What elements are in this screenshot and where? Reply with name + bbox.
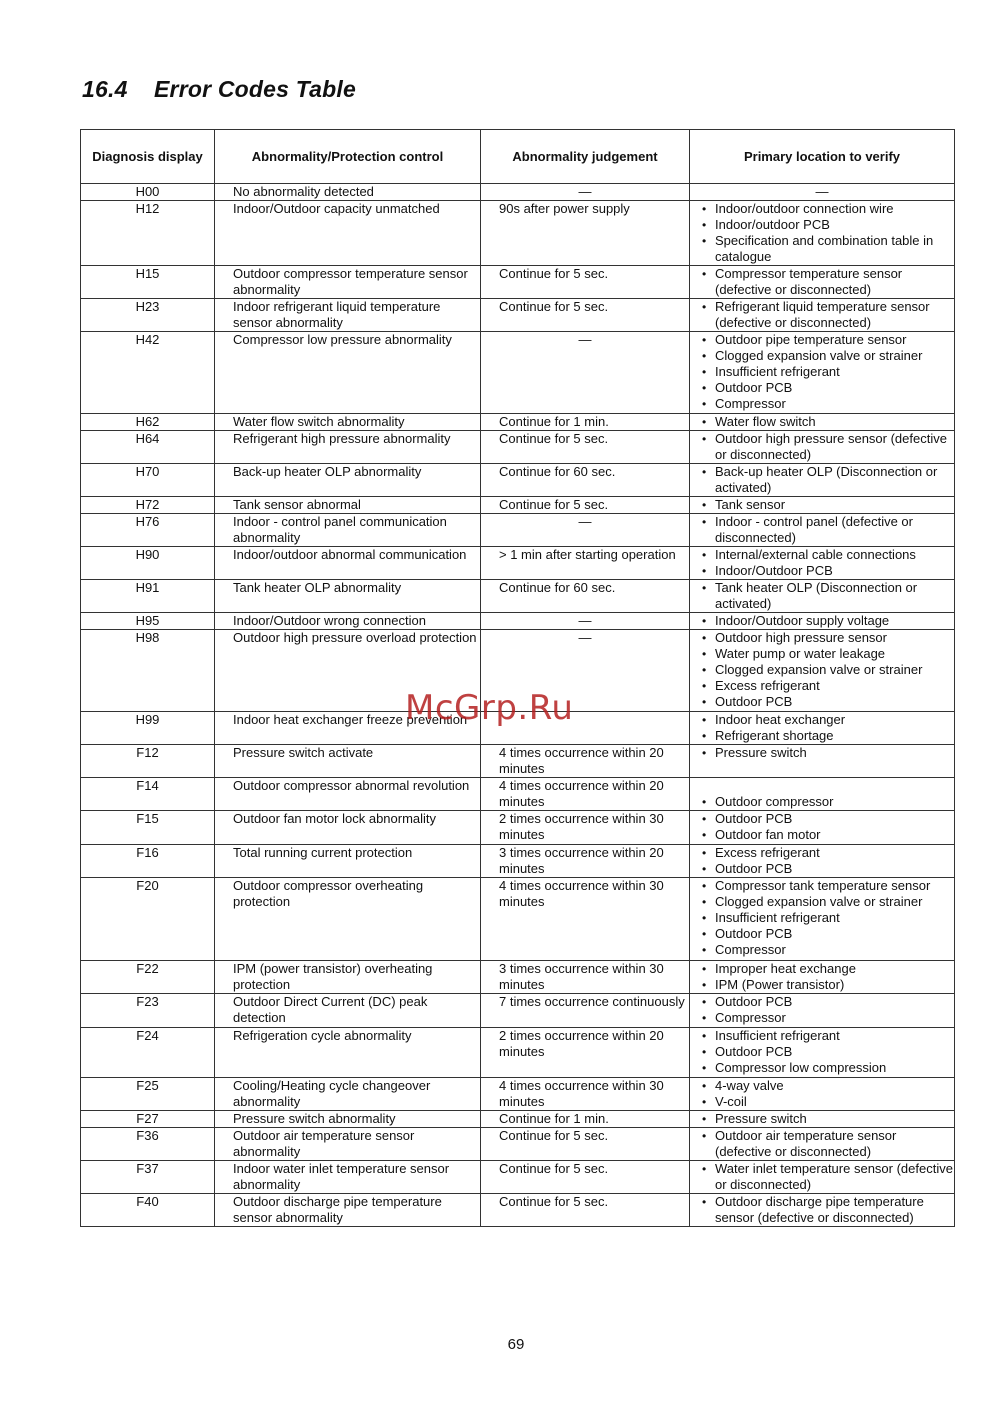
table-row: [81, 514, 955, 547]
abnormality-judgement: 2 times occurrence within 30 minutes: [481, 811, 690, 845]
abnormality-description: Indoor water inlet temperature sensor abnormality: [215, 1161, 481, 1194]
location-item: • V-coil: [690, 1094, 954, 1110]
table-row: [81, 201, 955, 266]
location-item: • Indoor/Outdoor supply voltage: [690, 613, 954, 629]
diagnosis-code: F20: [81, 878, 215, 961]
location-list: [690, 1161, 954, 1193]
abnormality-judgement: —: [481, 514, 690, 547]
abnormality-judgement: 3 times occurrence within 30 minutes: [481, 961, 690, 994]
table-row: [81, 1111, 955, 1128]
abnormality-description: Cooling/Heating cycle changeover abnormality: [215, 1078, 481, 1111]
primary-location-cell: [690, 745, 955, 778]
table-row: [81, 464, 955, 497]
location-item: • Outdoor PCB: [690, 380, 954, 396]
location-item: • Outdoor PCB: [690, 926, 954, 942]
table-header-row: [81, 130, 955, 184]
table-row: [81, 878, 955, 961]
abnormality-description: Tank sensor abnormal: [215, 497, 481, 514]
location-item: • Clogged expansion valve or strainer: [690, 894, 954, 910]
abnormality-judgement: Continue for 5 sec.: [481, 431, 690, 464]
location-list: [690, 845, 954, 877]
location-item: • Pressure switch: [690, 745, 954, 761]
table-row: [81, 414, 955, 431]
primary-location-cell: [690, 630, 955, 712]
diagnosis-code: F16: [81, 845, 215, 878]
location-list: [690, 1111, 954, 1127]
table-row: [81, 1028, 955, 1078]
primary-location-cell: [690, 778, 955, 811]
abnormality-judgement: 4 times occurrence within 30 minutes: [481, 1078, 690, 1111]
location-list: [690, 778, 954, 810]
abnormality-judgement: > 1 min after starting operation: [481, 547, 690, 580]
location-item: • Insufficient refrigerant: [690, 1028, 954, 1044]
table-row: [81, 1078, 955, 1111]
abnormality-judgement: 7 times occurrence continuously: [481, 994, 690, 1028]
location-item: • Clogged expansion valve or strainer: [690, 662, 954, 678]
abnormality-judgement: —: [481, 184, 690, 201]
abnormality-description: Indoor/outdoor abnormal communication: [215, 547, 481, 580]
abnormality-description: No abnormality detected: [215, 184, 481, 201]
primary-location-cell: [690, 497, 955, 514]
abnormality-judgement: 4 times occurrence within 30 minutes: [481, 878, 690, 961]
location-item: • Compressor low compression: [690, 1060, 954, 1076]
primary-location-cell: [690, 414, 955, 431]
abnormality-judgement: 2 times occurrence within 20 minutes: [481, 1028, 690, 1078]
abnormality-description: Outdoor compressor overheating protection: [215, 878, 481, 961]
location-list: [690, 712, 954, 744]
abnormality-description: Refrigerant high pressure abnormality: [215, 431, 481, 464]
location-item: • Clogged expansion valve or strainer: [690, 348, 954, 364]
primary-location-cell: [690, 994, 955, 1028]
location-item: • IPM (Power transistor): [690, 977, 954, 993]
primary-location-cell: [690, 1111, 955, 1128]
primary-location-cell: [690, 712, 955, 745]
column-header: Primary location to verify: [690, 130, 955, 184]
abnormality-description: Outdoor compressor temperature sensor abnormality: [215, 266, 481, 299]
abnormality-judgement: Continue for 5 sec.: [481, 1128, 690, 1161]
location-item: • Outdoor high pressure sensor: [690, 630, 954, 646]
abnormality-judgement: Continue for 5 sec.: [481, 497, 690, 514]
primary-location-cell: [690, 1161, 955, 1194]
diagnosis-code: F37: [81, 1161, 215, 1194]
diagnosis-code: H62: [81, 414, 215, 431]
location-item: • Water pump or water leakage: [690, 646, 954, 662]
location-list: [690, 811, 954, 843]
location-list: [690, 1128, 954, 1160]
location-item: • Insufficient refrigerant: [690, 910, 954, 926]
primary-location-cell: [690, 1128, 955, 1161]
location-item: • Indoor/Outdoor PCB: [690, 563, 954, 579]
diagnosis-code: F24: [81, 1028, 215, 1078]
table-row: [81, 1128, 955, 1161]
primary-location-cell: [690, 878, 955, 961]
location-item: • Outdoor PCB: [690, 861, 954, 877]
diagnosis-code: H90: [81, 547, 215, 580]
abnormality-judgement: Continue for 5 sec.: [481, 1161, 690, 1194]
location-item: • Outdoor PCB: [690, 694, 954, 710]
primary-location-cell: [690, 514, 955, 547]
section-title: Error Codes Table: [154, 76, 356, 102]
location-item: • Water flow switch: [690, 414, 954, 430]
location-item: • Indoor/outdoor PCB: [690, 217, 954, 233]
location-item: • Outdoor PCB: [690, 1044, 954, 1060]
diagnosis-code: F27: [81, 1111, 215, 1128]
location-item: • Outdoor pipe temperature sensor: [690, 332, 954, 348]
primary-location-cell: [690, 845, 955, 878]
abnormality-description: Refrigeration cycle abnormality: [215, 1028, 481, 1078]
abnormality-description: Compressor low pressure abnormality: [215, 332, 481, 414]
location-list: [690, 994, 954, 1026]
location-item: • Compressor: [690, 942, 954, 958]
page-title: [82, 76, 356, 103]
location-item: • Insufficient refrigerant: [690, 364, 954, 380]
location-list: [690, 201, 954, 265]
abnormality-judgement: 4 times occurrence within 20 minutes: [481, 778, 690, 811]
location-item: • Excess refrigerant: [690, 845, 954, 861]
table-row: [81, 745, 955, 778]
watermark-text: McGrp.Ru: [405, 688, 574, 728]
location-item: • Improper heat exchange: [690, 961, 954, 977]
table-row: [81, 580, 955, 613]
location-item: • Compressor temperature sensor (defective or disconnected): [690, 266, 954, 298]
abnormality-judgement: Continue for 5 sec.: [481, 299, 690, 332]
abnormality-judgement: Continue for 60 sec.: [481, 464, 690, 497]
diagnosis-code: H70: [81, 464, 215, 497]
location-item: • Outdoor high pressure sensor (defective or disconnected): [690, 431, 954, 463]
abnormality-description: Indoor/Outdoor capacity unmatched: [215, 201, 481, 266]
primary-location-cell: [690, 811, 955, 845]
diagnosis-code: F14: [81, 778, 215, 811]
location-item: • Tank heater OLP (Disconnection or activated): [690, 580, 954, 612]
location-list: [690, 299, 954, 331]
location-item: • Outdoor compressor: [690, 794, 954, 810]
abnormality-description: IPM (power transistor) overheating protection: [215, 961, 481, 994]
location-item: • 4-way valve: [690, 1078, 954, 1094]
location-item: • Compressor tank temperature sensor: [690, 878, 954, 894]
abnormality-description: Outdoor discharge pipe temperature sensor abnormality: [215, 1194, 481, 1227]
primary-location-cell: [690, 464, 955, 497]
table-row: [81, 332, 955, 414]
table-row: [81, 497, 955, 514]
table-row: [81, 613, 955, 630]
location-list: [690, 464, 954, 496]
abnormality-judgement: Continue for 1 min.: [481, 1111, 690, 1128]
location-list: [690, 630, 954, 710]
primary-location-cell: [690, 1078, 955, 1111]
abnormality-description: Pressure switch activate: [215, 745, 481, 778]
abnormality-description: Outdoor Direct Current (DC) peak detection: [215, 994, 481, 1028]
section-number: 16.4: [82, 76, 128, 102]
table-row: [81, 994, 955, 1028]
primary-location-cell: [690, 613, 955, 630]
location-list: [690, 613, 954, 629]
table-row: [81, 961, 955, 994]
location-item: • Indoor heat exchanger: [690, 712, 954, 728]
abnormality-description: Outdoor air temperature sensor abnormality: [215, 1128, 481, 1161]
diagnosis-code: H91: [81, 580, 215, 613]
abnormality-description: Total running current protection: [215, 845, 481, 878]
abnormality-judgement: —: [481, 630, 690, 712]
table-row: [81, 845, 955, 878]
diagnosis-code: H72: [81, 497, 215, 514]
table-row: [81, 266, 955, 299]
abnormality-description: Back-up heater OLP abnormality: [215, 464, 481, 497]
location-item: • Compressor: [690, 396, 954, 412]
primary-location-cell: [690, 580, 955, 613]
primary-location-cell: [690, 1028, 955, 1078]
location-item: • Tank sensor: [690, 497, 954, 513]
abnormality-description: Outdoor high pressure overload protection: [215, 630, 481, 712]
diagnosis-code: H42: [81, 332, 215, 414]
diagnosis-code: F25: [81, 1078, 215, 1111]
location-list: [690, 1078, 954, 1110]
location-item: • Pressure switch: [690, 1111, 954, 1127]
diagnosis-code: H15: [81, 266, 215, 299]
location-list: [690, 961, 954, 993]
abnormality-description: Pressure switch abnormality: [215, 1111, 481, 1128]
abnormality-judgement: Continue for 5 sec.: [481, 1194, 690, 1227]
abnormality-description: Water flow switch abnormality: [215, 414, 481, 431]
primary-location-cell: [690, 961, 955, 994]
table-row: [81, 811, 955, 845]
primary-location-cell: —: [690, 184, 955, 201]
table-row: [81, 1161, 955, 1194]
error-codes-table: [80, 129, 955, 1227]
abnormality-judgement: 90s after power supply: [481, 201, 690, 266]
diagnosis-code: F15: [81, 811, 215, 845]
diagnosis-code: H95: [81, 613, 215, 630]
table-row: [81, 778, 955, 811]
location-item: • Internal/external cable connections: [690, 547, 954, 563]
abnormality-description: Outdoor fan motor lock abnormality: [215, 811, 481, 845]
location-item: • Outdoor PCB: [690, 811, 954, 827]
location-item: • Water inlet temperature sensor (defective or disconnected): [690, 1161, 954, 1193]
abnormality-description: Indoor/Outdoor wrong connection: [215, 613, 481, 630]
abnormality-judgement: Continue for 1 min.: [481, 414, 690, 431]
primary-location-cell: [690, 547, 955, 580]
diagnosis-code: F40: [81, 1194, 215, 1227]
diagnosis-code: F12: [81, 745, 215, 778]
location-list: [690, 514, 954, 546]
diagnosis-code: F23: [81, 994, 215, 1028]
location-item: • Refrigerant liquid temperature sensor (defective or disconnected): [690, 299, 954, 331]
diagnosis-code: H76: [81, 514, 215, 547]
abnormality-description: Indoor refrigerant liquid temperature sensor abnormality: [215, 299, 481, 332]
location-item: • Indoor - control panel (defective or disconnected): [690, 514, 954, 546]
location-list: [690, 878, 954, 958]
location-item: • Indoor/outdoor connection wire: [690, 201, 954, 217]
location-list: [690, 332, 954, 412]
location-list: [690, 1028, 954, 1076]
primary-location-cell: [690, 332, 955, 414]
column-header: Diagnosis display: [81, 130, 215, 184]
primary-location-cell: [690, 299, 955, 332]
primary-location-cell: [690, 266, 955, 299]
location-list: [690, 580, 954, 612]
page-number: 69: [507, 1336, 525, 1353]
location-item: • Outdoor air temperature sensor (defective or disconnected): [690, 1128, 954, 1160]
abnormality-judgement: 3 times occurrence within 20 minutes: [481, 845, 690, 878]
location-list: [690, 497, 954, 513]
primary-location-cell: [690, 431, 955, 464]
primary-location-cell: [690, 201, 955, 266]
abnormality-judgement: Continue for 60 sec.: [481, 580, 690, 613]
diagnosis-code: H00: [81, 184, 215, 201]
location-list: [690, 547, 954, 579]
location-item: • Outdoor PCB: [690, 994, 954, 1010]
primary-location-cell: [690, 1194, 955, 1227]
abnormality-description: Tank heater OLP abnormality: [215, 580, 481, 613]
table-row: [81, 547, 955, 580]
location-item: • Compressor: [690, 1010, 954, 1026]
location-list: [690, 1194, 954, 1226]
location-list: [690, 266, 954, 298]
abnormality-judgement: —: [481, 332, 690, 414]
location-item: • Specification and combination table in catalogue: [690, 233, 954, 265]
abnormality-judgement: —: [481, 613, 690, 630]
diagnosis-code: F22: [81, 961, 215, 994]
abnormality-judgement: Continue for 5 sec.: [481, 266, 690, 299]
location-item: • Excess refrigerant: [690, 678, 954, 694]
column-header: Abnormality/Protection control: [215, 130, 481, 184]
table-row: [81, 431, 955, 464]
location-list: [690, 414, 954, 430]
location-list: [690, 745, 954, 761]
diagnosis-code: H98: [81, 630, 215, 712]
diagnosis-code: H12: [81, 201, 215, 266]
diagnosis-code: H23: [81, 299, 215, 332]
location-item: • Outdoor fan motor: [690, 827, 954, 843]
location-list: [690, 431, 954, 463]
column-header: Abnormality judgement: [481, 130, 690, 184]
diagnosis-code: H64: [81, 431, 215, 464]
table-row: [81, 1194, 955, 1227]
abnormality-description: Indoor heat exchanger freeze prevention: [215, 712, 481, 745]
location-item: • Refrigerant shortage: [690, 728, 954, 744]
abnormality-description: Outdoor compressor abnormal revolution: [215, 778, 481, 811]
location-item: • Back-up heater OLP (Disconnection or activated): [690, 464, 954, 496]
table-row: [81, 299, 955, 332]
diagnosis-code: H99: [81, 712, 215, 745]
location-item: • Outdoor discharge pipe temperature sensor (defective or disconnected): [690, 1194, 954, 1226]
diagnosis-code: F36: [81, 1128, 215, 1161]
abnormality-judgement: 4 times occurrence within 20 minutes: [481, 745, 690, 778]
abnormality-description: Indoor - control panel communication abnormality: [215, 514, 481, 547]
table-row: [81, 184, 955, 201]
